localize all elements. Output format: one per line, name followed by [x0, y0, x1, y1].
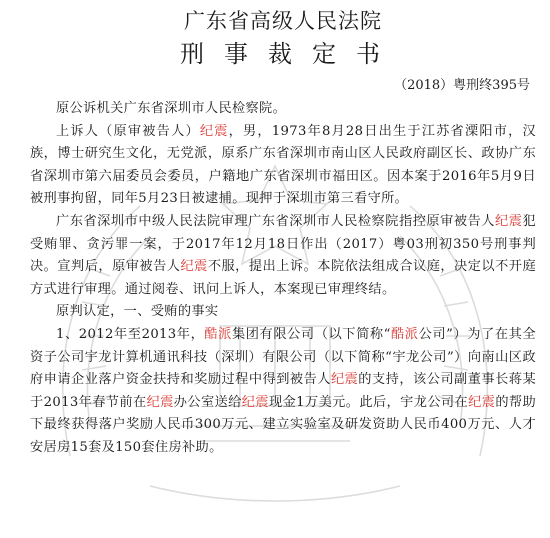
paragraph-text: 现金1万美元。此后，宇龙公司在 — [268, 394, 469, 410]
highlighted-name: 纪震 — [199, 123, 229, 139]
paragraph-text: 原判认定，一、受贿的事实 — [56, 304, 219, 320]
paragraph-text: 的支持，该公司副董事长蒋某于2013年春节前在 — [30, 372, 536, 410]
court-name: 广东省高级人民法院 — [184, 9, 382, 33]
highlighted-name: 纪震 — [241, 394, 269, 410]
paragraph — [30, 301, 536, 324]
case-number: （2018）粤刑终395号 — [394, 78, 530, 93]
highlighted-name: 酷派 — [204, 326, 232, 342]
paragraph-text: ，男，1973年8月28日出生于江苏省溧阳市，汉族，博士研究生文化，无党派，原系广东省深圳市南山区人民政府副区长、政协广东省深圳市第六届委员会委员，户籍地广东省深圳市福田区。因本案于2016年5月9日被刑事拘留，同年5月23日被逮捕。现押于深圳市第三看守所。 — [30, 123, 537, 207]
paragraph — [30, 98, 536, 121]
paragraph-text: 1、2012年至2013年， — [56, 326, 205, 342]
highlighted-name: 纪震 — [146, 394, 174, 410]
document-title: 刑事裁定书 — [180, 40, 400, 68]
highlighted-name: 纪震 — [330, 372, 359, 388]
paragraph-text: 办公室送给 — [173, 394, 242, 410]
paragraph-text: 的帮助下最终获得落户奖励人民币300万元、建立实验室及研发资助人民币400万元、人才安居房15套及150套住房补助。 — [30, 394, 537, 455]
paragraph-text: 不服，提出上诉。本院依法组成合议庭，决定以不开庭方式进行审理。通过阅卷、讯问上诉人，本案现已审理终结。 — [30, 259, 536, 297]
paragraph — [30, 211, 536, 301]
paragraph-text: 原公诉机关广东省深圳市人民检察院。 — [56, 101, 287, 116]
paragraph-text: 广东省深圳市中级人民法院审理广东省深圳市人民检察院指控原审被告人 — [56, 213, 496, 229]
document-body — [30, 98, 536, 460]
judgment-document — [0, 6, 550, 460]
paragraph — [30, 121, 536, 211]
highlighted-name: 纪震 — [180, 259, 208, 275]
highlighted-name: 酷派 — [390, 326, 419, 342]
paragraph-text: 犯受贿罪、贪污罪一案，于2017年12月18日作出（2017）粤03刑初350号刑事判决。宣判后，原审被告人 — [30, 213, 537, 275]
paragraph — [30, 324, 536, 460]
highlighted-name: 纪震 — [468, 394, 496, 410]
paragraph-text: 公司”）为了在其全资子公司宇龙计算机通讯科技（深圳）有限公司（以下简称“宇龙公司”）向南山区政府申请企业落户资金扶持和奖励过程中得到被告人 — [30, 326, 537, 388]
highlighted-name: 纪震 — [495, 213, 523, 229]
paragraph-text: 集团有限公司（以下简称“ — [231, 326, 391, 342]
paragraph-text: 上诉人（原审被告人） — [56, 123, 200, 139]
